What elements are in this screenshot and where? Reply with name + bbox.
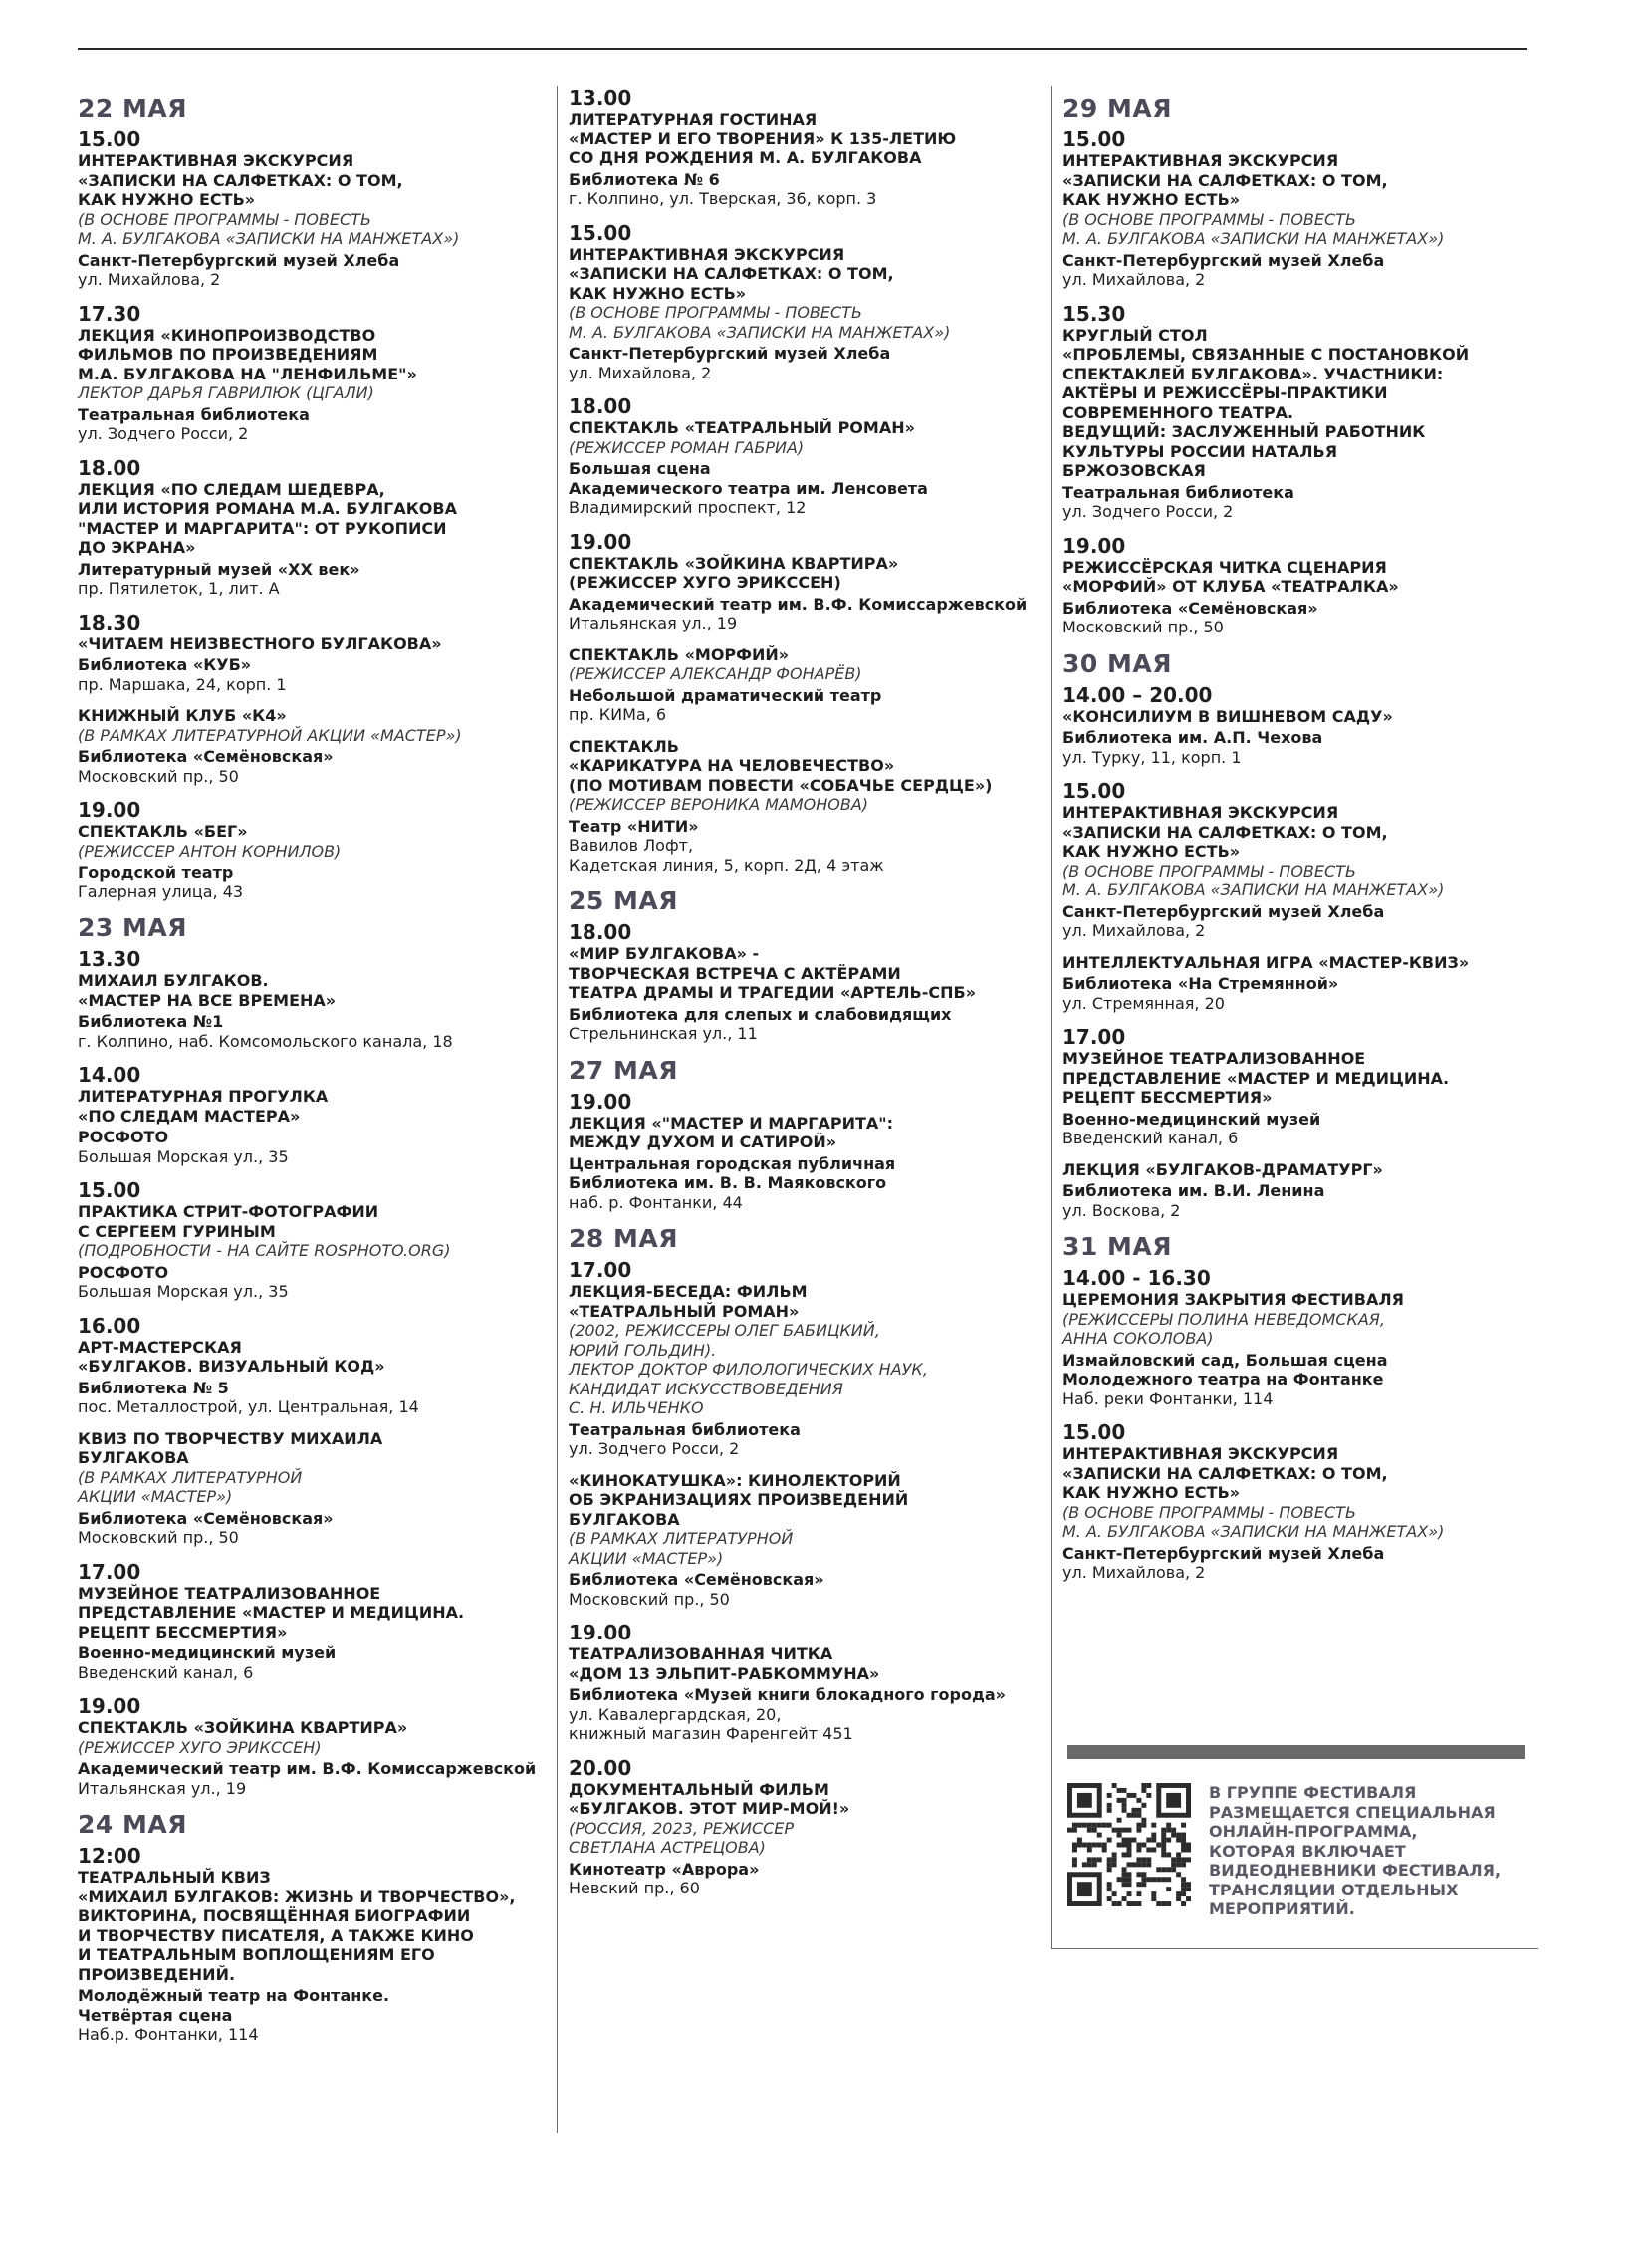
event-address: пос. Металлострой, ул. Центральная, 14 <box>78 1397 419 1416</box>
event-venue: Библиотека «На Стремянной» <box>1062 974 1339 993</box>
event-title: «ЧИТАЕМ НЕИЗВЕСТНОГО БУЛГАКОВА» <box>78 633 442 653</box>
event-title: ЛИТЕРАТУРНАЯ ПРОГУЛКА «ПО СЛЕДАМ МАСТЕРА» <box>78 1087 329 1126</box>
event-note: (В ОСНОВЕ ПРОГРАММЫ - ПОВЕСТЬ М. А. БУЛГАКОВА «ЗАПИСКИ НА МАНЖЕТАХ») <box>1062 861 1445 899</box>
event-item <box>1062 1420 1538 1583</box>
event-venue: Измайловский сад, Большая сцена Молодежного театра на Фонтанке <box>1062 1350 1388 1388</box>
event-address: ул. Стремянная, 20 <box>1062 993 1225 1013</box>
event-address: Наб. реки Фонтанки, 114 <box>1062 1388 1274 1408</box>
event-venue: Санкт-Петербургский музей Хлеба <box>1062 901 1385 921</box>
day-heading: 27 МАЯ <box>569 1055 678 1085</box>
event-time: 15.00 <box>78 127 141 151</box>
event-time: 18.30 <box>78 610 141 634</box>
event-venue: Библиотека «КУБ» <box>78 655 252 674</box>
event-address: Московский пр., 50 <box>78 766 239 786</box>
event-note: (РЕЖИССЕР РОМАН ГАБРИА) <box>569 437 805 457</box>
event-time: 19.00 <box>569 1089 632 1114</box>
event-title: МИХАИЛ БУЛГАКОВ. «МАСТЕР НА ВСЕ ВРЕМЕНА» <box>78 971 337 1010</box>
event-note: (РЕЖИССЕР АНТОН КОРНИЛОВ) <box>78 841 342 861</box>
event-item <box>78 302 546 444</box>
event-title: КНИЖНЫЙ КЛУБ «К4» <box>78 706 287 725</box>
event-address: г. Колпино, ул. Тверская, 36, корп. 3 <box>569 189 877 208</box>
event-venue: Театр «НИТИ» <box>569 816 699 836</box>
event-venue: Военно-медицинский музей <box>1062 1109 1321 1129</box>
event-address: ул. Михайлова, 2 <box>569 363 712 382</box>
promo-divider <box>1051 1948 1538 1949</box>
event-title: ЛЕКЦИЯ-БЕСЕДА: ФИЛЬМ «ТЕАТРАЛЬНЫЙ РОМАН» <box>569 1282 808 1321</box>
event-item <box>1062 1025 1538 1148</box>
event-time: 15.00 <box>1062 1420 1126 1444</box>
event-time: 19.00 <box>78 798 141 822</box>
event-title: СПЕКТАКЛЬ «БЕГ» <box>78 822 248 841</box>
event-item <box>569 1258 1042 1459</box>
event-item <box>569 1090 1042 1213</box>
event-title: СПЕКТАКЛЬ «ЗОЙКИНА КВАРТИРА» (РЕЖИССЕР ХУГО ЭРИКССЕН) <box>569 553 899 592</box>
event-title: КВИЗ ПО ТВОРЧЕСТВУ МИХАИЛА БУЛГАКОВА <box>78 1428 383 1467</box>
event-note: (2002, РЕЖИССЕРЫ ОЛЕГ БАБИЦКИЙ, ЮРИЙ ГОЛЬДИН). ЛЕКТОР ДОКТОР ФИЛОЛОГИЧЕСКИХ НАУК, КАНДИДАТ ИСКУССТВОВЕДЕНИЯ С. Н. ИЛЬЧЕНКО <box>569 1321 928 1417</box>
event-time: 19.00 <box>569 529 632 554</box>
event-venue: Библиотека № 6 <box>569 169 720 189</box>
event-time: 13.30 <box>78 947 141 971</box>
event-venue: Санкт-Петербургский музей Хлеба <box>78 250 400 270</box>
event-note: (В ОСНОВЕ ПРОГРАММЫ - ПОВЕСТЬ М. А. БУЛГАКОВА «ЗАПИСКИ НА МАНЖЕТАХ») <box>569 303 951 342</box>
event-address: Московский пр., 50 <box>1062 618 1224 636</box>
event-title: ПРАКТИКА СТРИТ-ФОТОГРАФИИ С СЕРГЕЕМ ГУРИНЫМ <box>78 1202 379 1241</box>
event-address: наб. р. Фонтанки, 44 <box>569 1192 743 1212</box>
event-address: г. Колпино, наб. Комсомольского канала, 18 <box>78 1031 453 1051</box>
day-heading: 30 МАЯ <box>1062 648 1172 678</box>
event-note: (В ОСНОВЕ ПРОГРАММЫ - ПОВЕСТЬ М. А. БУЛГАКОВА «ЗАПИСКИ НА МАНЖЕТАХ») <box>78 209 460 248</box>
day-heading: 22 МАЯ <box>78 94 187 123</box>
event-address: ул. Михайлова, 2 <box>1062 921 1206 940</box>
event-item <box>1062 953 1538 1014</box>
schedule-column-3 <box>1062 86 1538 1595</box>
event-item <box>569 86 1042 209</box>
event-venue: Театральная библиотека <box>569 1419 801 1439</box>
event-time: 19.00 <box>78 1694 141 1718</box>
day-heading: 25 МАЯ <box>569 886 678 915</box>
event-item <box>78 127 546 290</box>
event-address: Большая Морская ул., 35 <box>78 1282 289 1301</box>
event-address: Наб.р. Фонтанки, 114 <box>78 2025 259 2044</box>
event-time: 14.00 – 20.00 <box>1062 682 1213 707</box>
event-item <box>569 645 1042 725</box>
event-title: ИНТЕЛЛЕКТУАЛЬНАЯ ИГРА «МАСТЕР-КВИЗ» <box>1062 952 1470 972</box>
day-heading: 31 МАЯ <box>1062 1232 1172 1261</box>
event-address: пр. Пятилеток, 1, лит. А <box>78 579 280 598</box>
event-address: Итальянская ул., 19 <box>78 1778 247 1798</box>
event-note: (РЕЖИССЕР ВЕРОНИКА МАМОНОВА) <box>569 795 869 814</box>
event-note: (РЕЖИССЕР ХУГО ЭРИКССЕН) <box>78 1737 322 1757</box>
event-time: 18.00 <box>569 920 632 944</box>
event-title: ИНТЕРАКТИВНАЯ ЭКСКУРСИЯ «ЗАПИСКИ НА САЛФЕТКАХ: О ТОМ, КАК НУЖНО ЕСТЬ» <box>569 244 894 303</box>
event-item <box>569 1756 1042 1898</box>
event-title: ТЕАТРАЛИЗОВАННАЯ ЧИТКА «ДОМ 13 ЭЛЬПИТ-РАБКОММУНА» <box>569 1644 880 1683</box>
column-divider <box>1051 86 1052 1948</box>
event-venue: Библиотека № 5 <box>78 1378 229 1397</box>
event-time: 15.00 <box>1062 127 1126 151</box>
event-title: ДОКУМЕНТАЛЬНЫЙ ФИЛЬМ «БУЛГАКОВ. ЭТОТ МИР-МОЙ!» <box>569 1779 850 1818</box>
event-address: ул. Воскова, 2 <box>1062 1200 1181 1220</box>
event-item <box>78 706 546 786</box>
event-title: ИНТЕРАКТИВНАЯ ЭКСКУРСИЯ «ЗАПИСКИ НА САЛФЕТКАХ: О ТОМ, КАК НУЖНО ЕСТЬ» <box>78 151 403 209</box>
column-divider <box>557 86 558 2133</box>
event-time: 17.00 <box>569 1258 632 1282</box>
event-address: Владимирский проспект, 12 <box>569 498 807 517</box>
event-item <box>78 947 546 1051</box>
event-venue: Санкт-Петербургский музей Хлеба <box>1062 250 1385 270</box>
event-title: «МИР БУЛГАКОВА» - ТВОРЧЕСКАЯ ВСТРЕЧА С АКТЁРАМИ ТЕАТРА ДРАМЫ И ТРАГЕДИИ «АРТЕЛЬ-СПБ» <box>569 944 977 1002</box>
event-item <box>1062 127 1538 290</box>
event-time: 15.00 <box>78 1178 141 1202</box>
event-title: ИНТЕРАКТИВНАЯ ЭКСКУРСИЯ «ЗАПИСКИ НА САЛФЕТКАХ: О ТОМ, КАК НУЖНО ЕСТЬ» <box>1062 1444 1388 1502</box>
event-item <box>1062 779 1538 941</box>
event-address: Невский пр., 60 <box>569 1879 700 1897</box>
event-venue: Академический театр им. В.Ф. Комиссаржевской <box>78 1759 537 1778</box>
event-venue: Кинотеатр «Аврора» <box>569 1859 760 1879</box>
event-item <box>569 221 1042 383</box>
event-note: (В РАМКАХ ЛИТЕРАТУРНОЙ АКЦИИ «МАСТЕР») <box>78 725 462 745</box>
event-venue: Библиотека им. А.П. Чехова <box>1062 728 1323 747</box>
event-time: 19.00 <box>1062 533 1126 558</box>
event-item <box>78 1560 546 1683</box>
event-venue: Санкт-Петербургский музей Хлеба <box>1062 1543 1385 1563</box>
event-item <box>1062 302 1538 522</box>
event-title: СПЕКТАКЛЬ «МОРФИЙ» <box>569 644 790 664</box>
event-time: 12:00 <box>78 1844 141 1868</box>
event-venue: Библиотека «Семёновская» <box>1062 598 1318 618</box>
event-title: ИНТЕРАКТИВНАЯ ЭКСКУРСИЯ «ЗАПИСКИ НА САЛФЕТКАХ: О ТОМ, КАК НУЖНО ЕСТЬ» <box>1062 803 1388 861</box>
promo-block <box>1067 1783 1535 1932</box>
event-title: ТЕАТРАЛЬНЫЙ КВИЗ «МИХАИЛ БУЛГАКОВ: ЖИЗНЬ И ТВОРЧЕСТВО», ВИКТОРИНА, ПОСВЯЩЁННАЯ БИОГРАФИИ И ТВОРЧЕСТВУ ПИСАТЕЛЯ, А ТАКЖЕ КИНО И ТЕАТРАЛЬНЫМ ВОПЛОЩЕНИЯМ ЕГО ПРОИЗВЕДЕНИЙ. <box>78 1868 516 1984</box>
event-note: (В ОСНОВЕ ПРОГРАММЫ - ПОВЕСТЬ М. А. БУЛГАКОВА «ЗАПИСКИ НА МАНЖЕТАХ») <box>1062 1502 1445 1541</box>
event-item <box>78 798 546 901</box>
event-venue: Военно-медицинский музей <box>78 1643 337 1662</box>
event-address: ул. Михайлова, 2 <box>78 270 221 289</box>
event-title: РЕЖИССЁРСКАЯ ЧИТКА СЦЕНАРИЯ «МОРФИЙ» ОТ КЛУБА «ТЕАТРАЛКА» <box>1062 557 1399 596</box>
event-item <box>78 1314 546 1417</box>
event-item <box>78 1694 546 1798</box>
event-time: 15.00 <box>569 220 632 245</box>
event-address: ул. Кавалергардская, 20, книжный магазин Фаренгейт 451 <box>569 1704 853 1743</box>
event-venue: Большая сцена Академического театра им. Ленсовета <box>569 459 928 498</box>
day-heading: 24 МАЯ <box>78 1810 187 1839</box>
event-venue: РОСФОТО <box>78 1128 169 1146</box>
schedule-column-1 <box>78 86 546 2057</box>
event-item <box>78 1844 546 2045</box>
day-heading: 29 МАЯ <box>1062 94 1172 123</box>
schedule-column-2 <box>569 86 1042 1910</box>
event-time: 17.00 <box>78 1559 141 1584</box>
event-venue: Центральная городская публичная Библиотека им. В. В. Маяковского <box>569 1153 896 1192</box>
event-item <box>78 611 546 695</box>
event-title: ИНТЕРАКТИВНАЯ ЭКСКУРСИЯ «ЗАПИСКИ НА САЛФЕТКАХ: О ТОМ, КАК НУЖНО ЕСТЬ» <box>1062 151 1388 209</box>
event-address: Вавилов Лофт, Кадетская линия, 5, корп. 2Д, 4 этаж <box>569 836 884 875</box>
event-address: Введенский канал, 6 <box>1062 1129 1239 1147</box>
event-address: ул. Зодчего Росси, 2 <box>1062 502 1234 521</box>
event-title: МУЗЕЙНОЕ ТЕАТРАЛИЗОВАННОЕ ПРЕДСТАВЛЕНИЕ «МАСТЕР И МЕДИЦИНА. РЕЦЕПТ БЕССМЕРТИЯ» <box>1062 1049 1450 1107</box>
event-title: СПЕКТАКЛЬ «КАРИКАТУРА НА ЧЕЛОВЕЧЕСТВО» (ПО МОТИВАМ ПОВЕСТИ «СОБАЧЬЕ СЕРДЦЕ») <box>569 736 993 795</box>
event-note: ЛЕКТОР ДАРЬЯ ГАВРИЛЮК (ЦГАЛИ) <box>78 383 374 402</box>
event-note: (В РАМКАХ ЛИТЕРАТУРНОЙ АКЦИИ «МАСТЕР») <box>569 1529 794 1568</box>
event-item <box>78 1178 546 1302</box>
event-title: ЦЕРЕМОНИЯ ЗАКРЫТИЯ ФЕСТИВАЛЯ <box>1062 1290 1404 1309</box>
event-address: Итальянская ул., 19 <box>569 614 738 632</box>
event-address: ул. Михайлова, 2 <box>1062 270 1206 289</box>
event-venue: Литературный музей «XX век» <box>78 559 360 579</box>
event-item <box>569 1621 1042 1744</box>
event-venue: Библиотека «Семёновская» <box>78 1508 334 1528</box>
event-time: 17.00 <box>1062 1025 1126 1049</box>
top-rule <box>78 48 1527 50</box>
event-title: МУЗЕЙНОЕ ТЕАТРАЛИЗОВАННОЕ ПРЕДСТАВЛЕНИЕ «МАСТЕР И МЕДИЦИНА. РЕЦЕПТ БЕССМЕРТИЯ» <box>78 1583 465 1641</box>
event-item <box>569 394 1042 518</box>
event-venue: РОСФОТО <box>78 1262 169 1282</box>
event-venue: Библиотека «Семёновская» <box>569 1570 824 1589</box>
event-title: ЛЕКЦИЯ «"МАСТЕР И МАРГАРИТА": МЕЖДУ ДУХОМ И САТИРОЙ» <box>569 1113 893 1151</box>
event-venue: Библиотека им. В.И. Ленина <box>1062 1181 1325 1200</box>
event-title: КРУГЛЫЙ СТОЛ «ПРОБЛЕМЫ, СВЯЗАННЫЕ С ПОСТАНОВКОЙ СПЕКТАКЛЕЙ БУЛГАКОВА». УЧАСТНИКИ: АКТЁРЫ И РЕЖИССЁРЫ-ПРАКТИКИ СОВРЕМЕННОГО ТЕАТРА. ВЕДУЩИЙ: ЗАСЛУЖЕННЫЙ РАБОТНИК КУЛЬТУРЫ РОССИИ НАТАЛЬЯ БРЖОЗОВСКАЯ <box>1062 325 1470 480</box>
event-address: Большая Морская ул., 35 <box>78 1146 289 1166</box>
event-venue: Театральная библиотека <box>1062 482 1294 502</box>
event-item <box>78 456 546 599</box>
event-title: «КОНСИЛИУМ В ВИШНЕВОМ САДУ» <box>1062 706 1393 726</box>
event-time: 15.00 <box>1062 779 1126 803</box>
event-title: ЛЕКЦИЯ «КИНОПРОИЗВОДСТВО ФИЛЬМОВ ПО ПРОИЗВЕДЕНИЯМ М.А. БУЛГАКОВА НА "ЛЕНФИЛЬМЕ"» <box>78 325 417 383</box>
event-time: 17.30 <box>78 301 141 326</box>
event-time: 15.30 <box>1062 301 1126 326</box>
event-item <box>569 737 1042 876</box>
event-address: Стрельнинская ул., 11 <box>569 1024 758 1043</box>
promo-text: В ГРУППЕ ФЕСТИВАЛЯ РАЗМЕЩАЕТСЯ СПЕЦИАЛЬНАЯ ОНЛАЙН-ПРОГРАММА, КОТОРАЯ ВКЛЮЧАЕТ ВИДЕОДНЕВНИКИ ФЕСТИВАЛЯ, ТРАНСЛЯЦИИ ОТДЕЛЬНЫХ МЕРОПРИЯТИЙ. <box>1209 1783 1502 1918</box>
event-time: 13.00 <box>569 86 632 110</box>
day-heading: 28 МАЯ <box>569 1224 678 1253</box>
event-venue: Небольшой драматический театр <box>569 685 882 705</box>
event-venue: Библиотека «Музей книги блокадного города» <box>569 1685 1007 1704</box>
event-venue: Библиотека для слепых и слабовидящих <box>569 1004 952 1024</box>
event-address: Московский пр., 50 <box>78 1528 239 1547</box>
event-title: ЛИТЕРАТУРНАЯ ГОСТИНАЯ «МАСТЕР И ЕГО ТВОРЕНИЯ» К 135-ЛЕТИЮ СО ДНЯ РОЖДЕНИЯ М. А. БУЛГАКОВА <box>569 110 957 167</box>
event-item <box>1062 534 1538 637</box>
event-time: 18.00 <box>569 394 632 418</box>
event-venue: Молодёжный театр на Фонтанке. Четвёртая сцена <box>78 1986 390 2025</box>
event-item <box>78 1063 546 1166</box>
event-item <box>569 530 1042 633</box>
event-time: 14.00 - 16.30 <box>1062 1266 1211 1290</box>
event-address: Московский пр., 50 <box>569 1589 730 1609</box>
event-note: (В ОСНОВЕ ПРОГРАММЫ - ПОВЕСТЬ М. А. БУЛГАКОВА «ЗАПИСКИ НА МАНЖЕТАХ») <box>1062 209 1445 248</box>
event-venue: Библиотека «Семёновская» <box>78 747 334 766</box>
event-title: ЛЕКЦИЯ «БУЛГАКОВ-ДРАМАТУРГ» <box>1062 1159 1383 1179</box>
event-time: 19.00 <box>569 1621 632 1644</box>
event-address: ул. Турку, 11, корп. 1 <box>1062 747 1242 767</box>
event-address: Галерная улица, 43 <box>78 882 244 901</box>
promo-bar <box>1067 1745 1525 1759</box>
event-title: АРТ-МАСТЕРСКАЯ «БУЛГАКОВ. ВИЗУАЛЬНЫЙ КОД» <box>78 1337 385 1376</box>
event-note: (РЕЖИССЕРЫ ПОЛИНА НЕВЕДОМСКАЯ, АННА СОКОЛОВА) <box>1062 1309 1385 1348</box>
event-address: ул. Зодчего Росси, 2 <box>569 1439 740 1458</box>
event-venue: Театральная библиотека <box>78 404 310 424</box>
event-item <box>569 920 1042 1044</box>
event-time: 20.00 <box>569 1755 632 1780</box>
event-note: (ПОДРОБНОСТИ - НА САЙТЕ ROSPHOTO.ORG) <box>78 1241 451 1260</box>
event-title: «КИНОКАТУШКА»: КИНОЛЕКТОРИЙ ОБ ЭКРАНИЗАЦИЯХ ПРОИЗВЕДЕНИЙ БУЛГАКОВА <box>569 1470 909 1529</box>
event-item <box>1062 1160 1538 1221</box>
event-item <box>1062 683 1538 768</box>
qr-code-icon[interactable] <box>1067 1783 1191 1906</box>
event-time: 18.00 <box>78 455 141 480</box>
event-item <box>569 1471 1042 1610</box>
event-venue: Библиотека №1 <box>78 1012 224 1031</box>
event-address: пр. Маршака, 24, корп. 1 <box>78 674 287 694</box>
event-note: (В РАМКАХ ЛИТЕРАТУРНОЙ АКЦИИ «МАСТЕР») <box>78 1467 303 1506</box>
event-note: (РОССИЯ, 2023, РЕЖИССЕР СВЕТЛАНА АСТРЕЦОВА) <box>569 1818 795 1857</box>
event-item <box>78 1429 546 1548</box>
event-time: 16.00 <box>78 1313 141 1338</box>
event-item <box>1062 1266 1538 1408</box>
event-title: ЛЕКЦИЯ «ПО СЛЕДАМ ШЕДЕВРА, ИЛИ ИСТОРИЯ РОМАНА М.А. БУЛГАКОВА "МАСТЕР И МАРГАРИТА": ОТ РУКОПИСИ ДО ЭКРАНА» <box>78 479 457 557</box>
event-venue: Санкт-Петербургский музей Хлеба <box>569 344 891 363</box>
day-heading: 23 МАЯ <box>78 913 187 942</box>
event-venue: Городской театр <box>78 863 234 882</box>
event-note: (РЕЖИССЕР АЛЕКСАНДР ФОНАРЁВ) <box>569 664 862 683</box>
event-time: 14.00 <box>78 1063 141 1087</box>
event-address: ул. Зодчего Росси, 2 <box>78 424 249 443</box>
event-title: СПЕКТАКЛЬ «ЗОЙКИНА КВАРТИРА» <box>78 1718 408 1737</box>
event-address: пр. КИМа, 6 <box>569 705 667 724</box>
event-venue: Академический театр им. В.Ф. Комиссаржевской <box>569 594 1028 614</box>
event-address: ул. Михайлова, 2 <box>1062 1563 1206 1582</box>
event-title: СПЕКТАКЛЬ «ТЕАТРАЛЬНЫЙ РОМАН» <box>569 418 915 437</box>
event-address: Введенский канал, 6 <box>78 1662 254 1682</box>
